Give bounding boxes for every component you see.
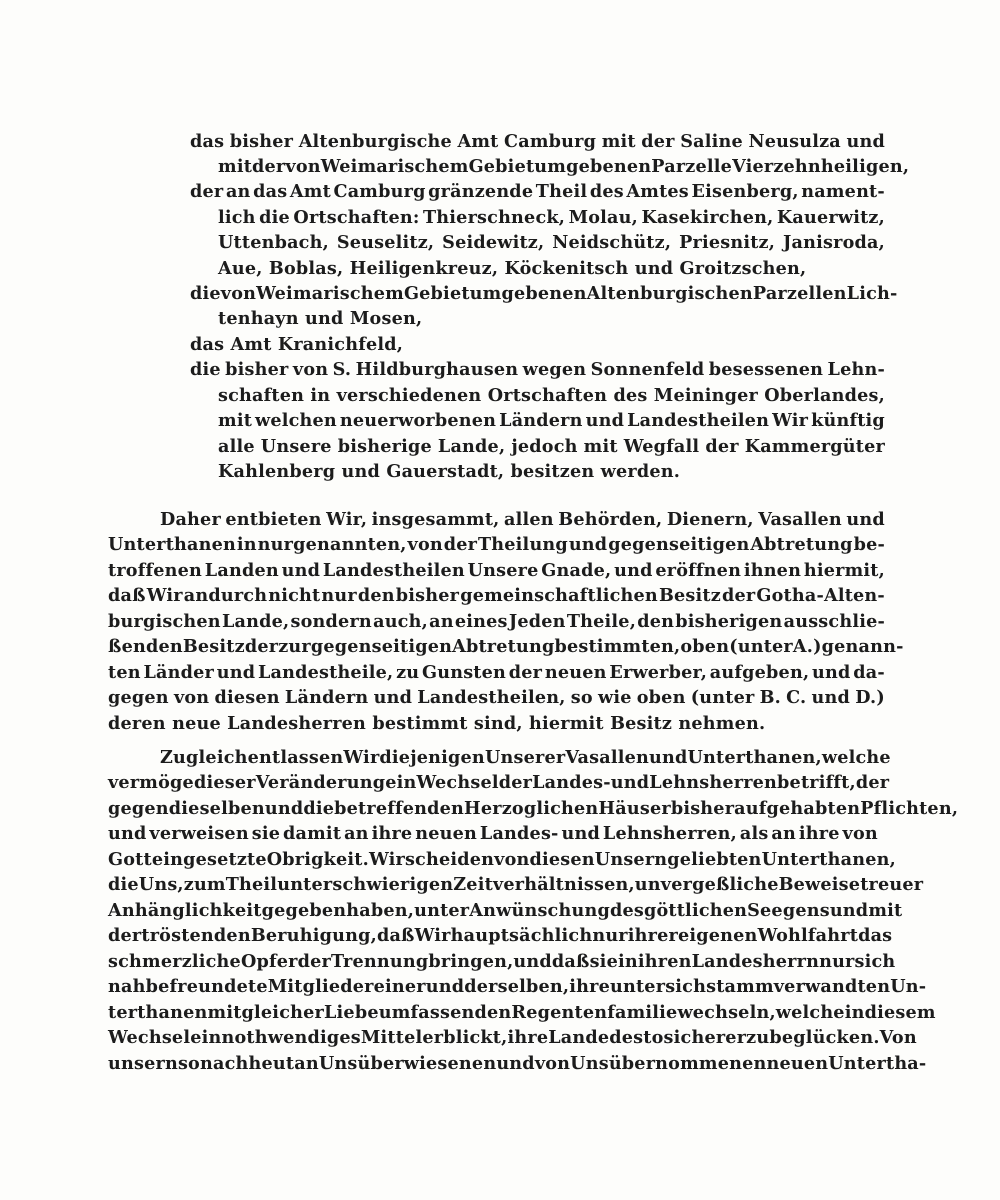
list-line: mit welchen neuerworbenen Ländern und Landestheilen Wir künftig (218, 410, 885, 431)
paragraph-line: daß Wir andurch nicht nur den bisher gemeinschaftlichen Besitz der Gotha-Alten- (108, 585, 885, 606)
list-line: das Amt Kranichfeld, (190, 334, 404, 355)
paragraph-line: Anhänglichkeit gegeben haben, unter Anwünschung des göttlichen Seegens und mit (108, 900, 903, 921)
list-line: Uttenbach, Seuselitz, Seidewitz, Neidschütz, Priesnitz, Janisroda, (218, 232, 885, 253)
list-line: alle Unsere bisherige Lande, jedoch mit Wegfall der Kammergüter (218, 436, 885, 457)
paragraph-line: unsern sonach heut an Uns überwiesenen und von Uns übernommenen neuen Unterthа- (108, 1053, 927, 1074)
paragraph-line: nahbefreundete Mitglieder einer und derselben, ihre unter sich stammverwandten Un- (108, 976, 927, 997)
list-line: tenhayn und Mosen, (218, 308, 423, 329)
paragraph-line: Gott eingesetzte Obrigkeit. Wir scheiden von diesen Unsern geliebten Unterthanen, (108, 849, 896, 870)
paragraph-line: schmerzliche Opfer der Trennung bringen, und daß sie in ihren Landesherrn nur sich (108, 951, 896, 972)
paragraph-line: Unterthanen in nurgenannten, von der Theilung und gegenseitigen Abtretung be- (108, 534, 885, 555)
list-line: mit der von Weimarischem Gebiet umgebenen Parzelle Vierzehnheiligen, (218, 156, 910, 177)
list-line: die von Weimarischem Gebiet umgebenen Altenburgischen Parzellen Lich- (190, 283, 898, 304)
list-line: lich die Ortschaften: Thierschneck, Molau, Kasekirchen, Kauerwitz, (218, 207, 885, 228)
paragraph-line: vermöge dieser Veränderung ein Wechsel der Landes- und Lehnsherren betrifft, der (108, 772, 890, 793)
paragraph-line: der tröstenden Beruhigung, daß Wir hauptsächlich nur ihrer eigenen Wohlfahrt das (108, 925, 893, 946)
paragraph-line: gegen dieselben und die betreffenden Herzoglichen Häuser bisher aufgehabten Pflichten, (108, 798, 959, 819)
paragraph-line: gegen von diesen Ländern und Landestheilen, so wie oben (unter B. C. und D.) (108, 687, 885, 708)
paragraph-line: Wechsel ein nothwendiges Mittel erblickt, ihre Lande desto sicherer zu beglücken. Von (108, 1027, 917, 1048)
paragraph-line: und verweisen sie damit an ihre neuen Landes- und Lehnsherren, als an ihre von (108, 823, 878, 844)
paragraph-line: ten Länder und Landestheile, zu Gunsten der neuen Erwerber, aufgeben, und da- (108, 662, 885, 683)
paragraph-line: troffenen Landen und Landestheilen Unsere Gnade, und eröffnen ihnen hiermit, (108, 560, 885, 581)
paragraph-line: Zugleich entlassen Wir diejenigen Unserer Vasallen und Unterthanen, welche (160, 747, 891, 768)
paragraph-line: deren neue Landesherren bestimmt sind, hiermit Besitz nehmen. (108, 713, 766, 734)
paragraph-line: burgischen Lande, sondern auch, an eines Jeden Theile, den bisherigen ausschlie- (108, 611, 885, 632)
list-line: Aue, Boblas, Heiligenkreuz, Köckenitsch und Groitzschen, (218, 258, 807, 279)
list-line: Kahlenberg und Gauerstadt, besitzen werden. (218, 461, 681, 482)
paragraph-line: die Uns, zum Theil unter schwierigen Zeitverhältnissen, unvergeßliche Beweise treuer (108, 874, 924, 895)
paragraph-line: ßenden Besitz der zur gegenseitigen Abtretung bestimmten, oben (unter A.) genann- (108, 636, 904, 657)
list-line: das bisher Altenburgische Amt Camburg mit der Saline Neusulza und (190, 131, 885, 152)
list-line: die bisher von S. Hildburghausen wegen Sonnenfeld besessenen Lehn- (190, 359, 885, 380)
paragraph-line: terthanen mit gleicher Liebe umfassenden Regentenfamilie wechseln, welche in diesem (108, 1002, 936, 1023)
paragraph-line: Daher entbieten Wir, insgesammt, allen Behörden, Dienern, Vasallen und (160, 509, 885, 530)
list-line: schaften in verschiedenen Ortschaften des Meininger Oberlandes, (218, 385, 885, 406)
list-line: der an das Amt Camburg gränzende Theil des Amtes Eisenberg, nament- (190, 181, 885, 202)
